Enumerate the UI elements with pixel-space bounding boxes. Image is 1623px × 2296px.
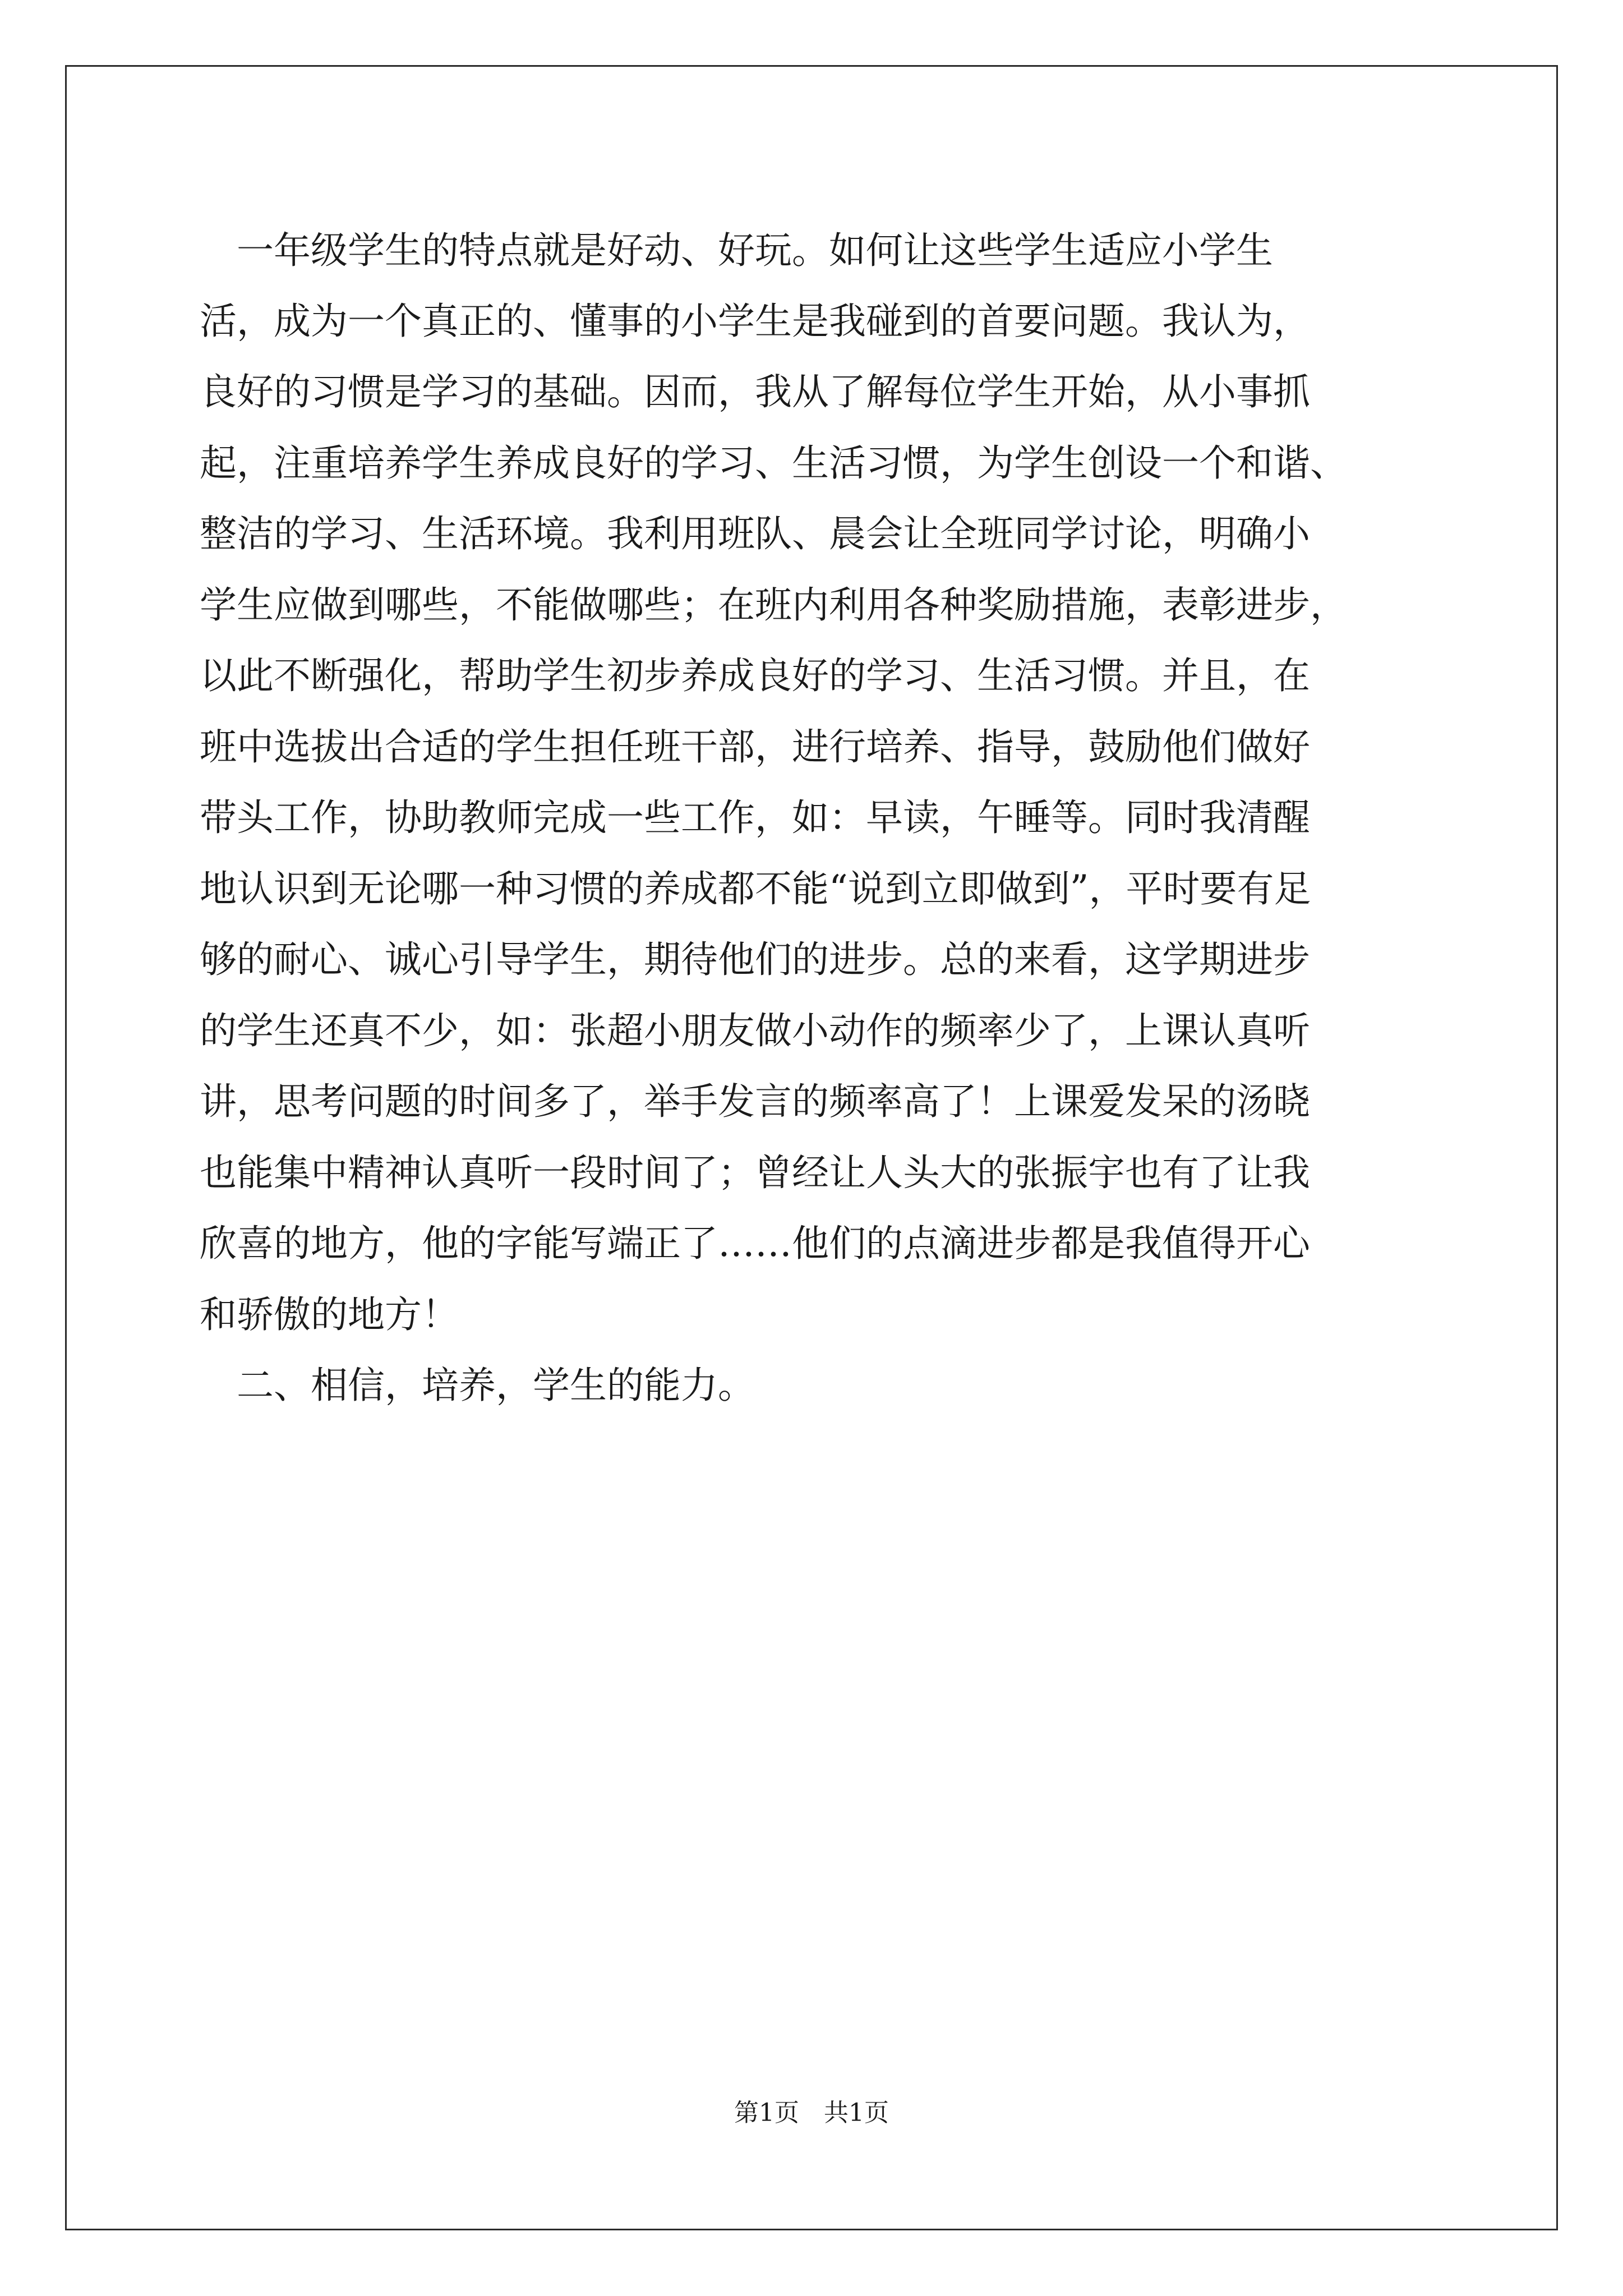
text-line: 欣喜的地方，他的字能写端正了……他们的点滴进步都是我值得开心	[200, 1222, 1310, 1265]
page-number-footer: 第1页 共1页	[734, 2099, 889, 2127]
text-line: 一年级学生的特点就是好动、好玩。如何让这些学生适应小学生	[200, 229, 1273, 272]
text-line: 的学生还真不少，如：张超小朋友做小动作的频率少了，上课认真听	[200, 1009, 1310, 1052]
text-line: 也能集中精神认真听一段时间了；曾经让人头大的张振宇也有了让我	[200, 1151, 1310, 1194]
section-heading: 二、相信，培养，学生的能力。	[200, 1364, 755, 1407]
text-line: 良好的习惯是学习的基础。因而，我从了解每位学生开始，从小事抓	[200, 370, 1310, 413]
text-line: 地认识到无论哪一种习惯的养成都不能“说到立即做到”，平时要有足	[200, 867, 1311, 910]
text-line: 讲，思考问题的时间多了，举手发言的频率高了！上课爱发呆的汤晓	[200, 1080, 1310, 1123]
text-line: 带头工作，协助教师完成一些工作，如：早读，午睡等。同时我清醒	[200, 796, 1310, 839]
text-line: 以此不断强化，帮助学生初步养成良好的学习、生活习惯。并且，在	[200, 654, 1310, 697]
text-line: 班中选拔出合适的学生担任班干部，进行培养、指导，鼓励他们做好	[200, 725, 1310, 769]
text-line: 够的耐心、诚心引导学生，期待他们的进步。总的来看，这学期进步	[200, 938, 1310, 981]
text-line: 和骄傲的地方！	[200, 1293, 459, 1336]
text-line: 活，成为一个真正的、懂事的小学生是我碰到的首要问题。我认为，	[200, 300, 1310, 343]
text-line: 起，注重培养学生养成良好的学习、生活习惯，为学生创设一个和谐、	[200, 441, 1347, 485]
text-line: 整洁的学习、生活环境。我利用班队、晨会让全班同学讨论，明确小	[200, 512, 1310, 555]
text-line: 学生应做到哪些，不能做哪些；在班内利用各种奖励措施，表彰进步，	[200, 583, 1347, 627]
